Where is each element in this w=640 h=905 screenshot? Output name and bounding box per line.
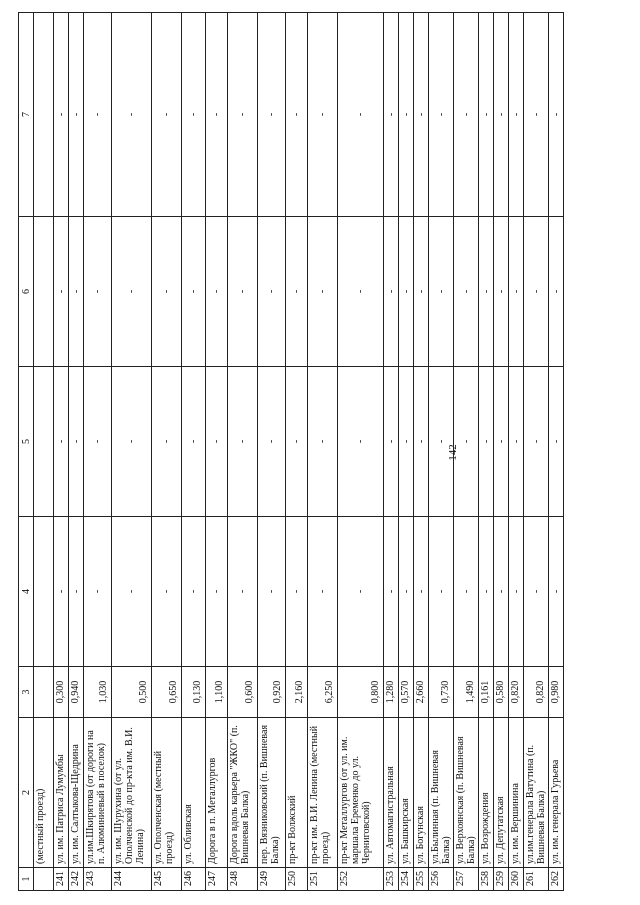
row-number: 241 bbox=[54, 868, 69, 891]
cell-col-4 bbox=[34, 517, 54, 667]
table-body bbox=[34, 13, 564, 891]
road-name: пер. Вязниковский (п. Вишневая Балка) bbox=[258, 718, 286, 868]
cell-col-6: - bbox=[182, 217, 206, 367]
cell-col-4: - bbox=[338, 517, 384, 667]
cell-col-4: - bbox=[258, 517, 286, 667]
road-name: ул.им.генерала Ватутина (п. Вишневая Балка) bbox=[524, 718, 549, 868]
row-number: 262 bbox=[549, 868, 564, 891]
cell-col-7: - bbox=[182, 13, 206, 217]
table-row bbox=[549, 13, 564, 891]
cell-col-7: - bbox=[206, 13, 228, 217]
cell-col-6: - bbox=[338, 217, 384, 367]
table-row bbox=[454, 13, 479, 891]
cell-col-6: - bbox=[454, 217, 479, 367]
cell-col-6: - bbox=[479, 217, 494, 367]
cell-col-6: - bbox=[429, 217, 454, 367]
row-number: 251 bbox=[308, 868, 338, 891]
table-row bbox=[152, 13, 182, 891]
cell-col-6: - bbox=[112, 217, 152, 367]
row-number bbox=[34, 868, 54, 891]
table-row bbox=[182, 13, 206, 891]
cell-col-4: - bbox=[384, 517, 399, 667]
road-name: пр-кт Волжский bbox=[286, 718, 308, 868]
column-header-7: 7 bbox=[19, 13, 34, 217]
road-length: 0,570 bbox=[399, 667, 414, 718]
road-length: 0,161 bbox=[479, 667, 494, 718]
road-name: ул. Автомагистральная bbox=[384, 718, 399, 868]
table-row bbox=[112, 13, 152, 891]
cell-col-6: - bbox=[228, 217, 258, 367]
row-number: 244 bbox=[112, 868, 152, 891]
road-length: 0,980 bbox=[549, 667, 564, 718]
road-name: пр-кт Металлургов (от ул. им. маршала Еременко до ул. Черниговской) bbox=[338, 718, 384, 868]
road-length: 0,800 bbox=[338, 667, 384, 718]
cell-col-5: - bbox=[228, 367, 258, 517]
row-number: 261 bbox=[524, 868, 549, 891]
cell-col-7: - bbox=[524, 13, 549, 217]
road-length: 0,580 bbox=[494, 667, 509, 718]
road-length: 6,250 bbox=[308, 667, 338, 718]
row-number: 260 bbox=[509, 868, 524, 891]
road-length: 1,280 bbox=[384, 667, 399, 718]
road-name: Дорога вдоль карьера "ЖКО" (п. Вишневая Балка) bbox=[228, 718, 258, 868]
table-row bbox=[494, 13, 509, 891]
cell-col-6: - bbox=[549, 217, 564, 367]
row-number: 247 bbox=[206, 868, 228, 891]
table-row bbox=[479, 13, 494, 891]
road-length: 0,300 bbox=[54, 667, 69, 718]
cell-col-4: - bbox=[54, 517, 69, 667]
cell-col-4: - bbox=[152, 517, 182, 667]
road-name: ул. им. Шурухина (от ул. Ополченской до пр-кта им. В.И. Ленина) bbox=[112, 718, 152, 868]
cell-col-7: - bbox=[54, 13, 69, 217]
cell-col-7: - bbox=[414, 13, 429, 217]
row-number: 252 bbox=[338, 868, 384, 891]
cell-col-6 bbox=[34, 217, 54, 367]
row-number: 242 bbox=[69, 868, 84, 891]
cell-col-5: - bbox=[152, 367, 182, 517]
road-length: 0,130 bbox=[182, 667, 206, 718]
table-row bbox=[399, 13, 414, 891]
cell-col-4: - bbox=[308, 517, 338, 667]
table-row bbox=[84, 13, 112, 891]
page-number: 142 bbox=[447, 444, 459, 461]
cell-col-6: - bbox=[69, 217, 84, 367]
cell-col-7: - bbox=[308, 13, 338, 217]
table-row bbox=[286, 13, 308, 891]
cell-col-4: - bbox=[494, 517, 509, 667]
cell-col-5: - bbox=[308, 367, 338, 517]
row-number: 245 bbox=[152, 868, 182, 891]
cell-col-5: - bbox=[84, 367, 112, 517]
row-number: 246 bbox=[182, 868, 206, 891]
cell-col-4: - bbox=[84, 517, 112, 667]
road-name: ул. им. генерала Гурьева bbox=[549, 718, 564, 868]
cell-col-4: - bbox=[549, 517, 564, 667]
column-header-4: 4 bbox=[19, 517, 34, 667]
table-row bbox=[69, 13, 84, 891]
row-number: 248 bbox=[228, 868, 258, 891]
cell-col-7: - bbox=[509, 13, 524, 217]
cell-col-6: - bbox=[206, 217, 228, 367]
road-name: ул. Башкирская bbox=[399, 718, 414, 868]
row-number: 243 bbox=[84, 868, 112, 891]
cell-col-7: - bbox=[258, 13, 286, 217]
road-name: ул. Возрождения bbox=[479, 718, 494, 868]
cell-col-4: - bbox=[524, 517, 549, 667]
road-length: 0,920 bbox=[258, 667, 286, 718]
cell-col-5: - bbox=[206, 367, 228, 517]
cell-col-5: - bbox=[112, 367, 152, 517]
cell-col-5: - bbox=[54, 367, 69, 517]
cell-col-6: - bbox=[286, 217, 308, 367]
row-number: 258 bbox=[479, 868, 494, 891]
cell-col-7: - bbox=[286, 13, 308, 217]
cell-col-6: - bbox=[84, 217, 112, 367]
cell-col-5: - bbox=[494, 367, 509, 517]
road-length bbox=[34, 667, 54, 718]
road-name: Дорога в п. Металлургов bbox=[206, 718, 228, 868]
cell-col-7: - bbox=[399, 13, 414, 217]
table-row bbox=[338, 13, 384, 891]
cell-col-6: - bbox=[399, 217, 414, 367]
road-name: ул. Ополченская (местный проезд) bbox=[152, 718, 182, 868]
cell-col-7: - bbox=[429, 13, 454, 217]
cell-col-7: - bbox=[384, 13, 399, 217]
row-number: 259 bbox=[494, 868, 509, 891]
cell-col-5: - bbox=[384, 367, 399, 517]
cell-col-7: - bbox=[479, 13, 494, 217]
cell-col-5: - bbox=[509, 367, 524, 517]
road-name: ул.им.Шкирятова (от дороги на п. Алюминиевый в поселок) bbox=[84, 718, 112, 868]
road-length: 0,730 bbox=[429, 667, 454, 718]
road-length: 0,940 bbox=[69, 667, 84, 718]
cell-col-6: - bbox=[152, 217, 182, 367]
table-row bbox=[308, 13, 338, 891]
road-length: 2,660 bbox=[414, 667, 429, 718]
cell-col-5: - bbox=[549, 367, 564, 517]
table-row bbox=[258, 13, 286, 891]
column-header-5: 5 bbox=[19, 367, 34, 517]
cell-col-7: - bbox=[338, 13, 384, 217]
cell-col-5: - bbox=[454, 367, 479, 517]
road-name: (местный проезд) bbox=[34, 718, 54, 868]
table-row bbox=[429, 13, 454, 891]
road-name: пр-кт им. В.И. Ленина (местный проезд) bbox=[308, 718, 338, 868]
cell-col-7: - bbox=[454, 13, 479, 217]
cell-col-4: - bbox=[69, 517, 84, 667]
cell-col-4: - bbox=[429, 517, 454, 667]
road-name: ул. Богунская bbox=[414, 718, 429, 868]
road-name: ул. Обливская bbox=[182, 718, 206, 868]
cell-col-7: - bbox=[549, 13, 564, 217]
road-name: ул. им. Вершинина bbox=[509, 718, 524, 868]
road-name: ул. Депутатская bbox=[494, 718, 509, 868]
road-length: 1,490 bbox=[454, 667, 479, 718]
cell-col-6: - bbox=[509, 217, 524, 367]
cell-col-5: - bbox=[524, 367, 549, 517]
roads-table bbox=[18, 12, 564, 891]
road-length: 1,100 bbox=[206, 667, 228, 718]
table-row bbox=[228, 13, 258, 891]
column-header-6: 6 bbox=[19, 217, 34, 367]
header-row bbox=[19, 13, 34, 891]
road-name: ул. им. Салтыкова-Щедрина bbox=[69, 718, 84, 868]
road-name: ул. Верхоянская (п. Вишневая Балка) bbox=[454, 718, 479, 868]
road-name: ул. им. Патриса Лумумбы bbox=[54, 718, 69, 868]
column-header-1: 1 bbox=[19, 868, 34, 891]
table-row bbox=[54, 13, 69, 891]
cell-col-5: - bbox=[286, 367, 308, 517]
road-length: 0,820 bbox=[524, 667, 549, 718]
row-number: 249 bbox=[258, 868, 286, 891]
cell-col-4: - bbox=[454, 517, 479, 667]
cell-col-6: - bbox=[414, 217, 429, 367]
road-length: 0,820 bbox=[509, 667, 524, 718]
road-length: 0,600 bbox=[228, 667, 258, 718]
row-number: 253 bbox=[384, 868, 399, 891]
cell-col-7 bbox=[34, 13, 54, 217]
cell-col-6: - bbox=[524, 217, 549, 367]
cell-col-6: - bbox=[384, 217, 399, 367]
cell-col-6: - bbox=[54, 217, 69, 367]
cell-col-4: - bbox=[228, 517, 258, 667]
cell-col-4: - bbox=[112, 517, 152, 667]
cell-col-6: - bbox=[308, 217, 338, 367]
cell-col-7: - bbox=[152, 13, 182, 217]
road-length: 1,030 bbox=[84, 667, 112, 718]
table-row bbox=[34, 13, 54, 891]
cell-col-4: - bbox=[509, 517, 524, 667]
column-header-3: 3 bbox=[19, 667, 34, 718]
cell-col-5: - bbox=[258, 367, 286, 517]
cell-col-6: - bbox=[258, 217, 286, 367]
cell-col-4: - bbox=[286, 517, 308, 667]
cell-col-5: - bbox=[399, 367, 414, 517]
table-row bbox=[384, 13, 399, 891]
cell-col-4: - bbox=[479, 517, 494, 667]
cell-col-7: - bbox=[84, 13, 112, 217]
cell-col-4: - bbox=[182, 517, 206, 667]
cell-col-4: - bbox=[206, 517, 228, 667]
cell-col-4: - bbox=[414, 517, 429, 667]
road-name: ул.Былинная (п. Вишневая Балка) bbox=[429, 718, 454, 868]
cell-col-7: - bbox=[228, 13, 258, 217]
cell-col-5: - bbox=[429, 367, 454, 517]
row-number: 250 bbox=[286, 868, 308, 891]
cell-col-6: - bbox=[494, 217, 509, 367]
table-row bbox=[509, 13, 524, 891]
cell-col-5: - bbox=[69, 367, 84, 517]
cell-col-5 bbox=[34, 367, 54, 517]
row-number: 257 bbox=[454, 868, 479, 891]
cell-col-5: - bbox=[338, 367, 384, 517]
road-length: 2,160 bbox=[286, 667, 308, 718]
cell-col-4: - bbox=[399, 517, 414, 667]
cell-col-5: - bbox=[479, 367, 494, 517]
table-row bbox=[206, 13, 228, 891]
cell-col-5: - bbox=[414, 367, 429, 517]
table-row bbox=[414, 13, 429, 891]
road-length: 0,650 bbox=[152, 667, 182, 718]
cell-col-7: - bbox=[494, 13, 509, 217]
cell-col-7: - bbox=[69, 13, 84, 217]
row-number: 256 bbox=[429, 868, 454, 891]
row-number: 255 bbox=[414, 868, 429, 891]
road-length: 0,500 bbox=[112, 667, 152, 718]
cell-col-7: - bbox=[112, 13, 152, 217]
table-row bbox=[524, 13, 549, 891]
cell-col-5: - bbox=[182, 367, 206, 517]
row-number: 254 bbox=[399, 868, 414, 891]
column-header-2: 2 bbox=[19, 718, 34, 868]
